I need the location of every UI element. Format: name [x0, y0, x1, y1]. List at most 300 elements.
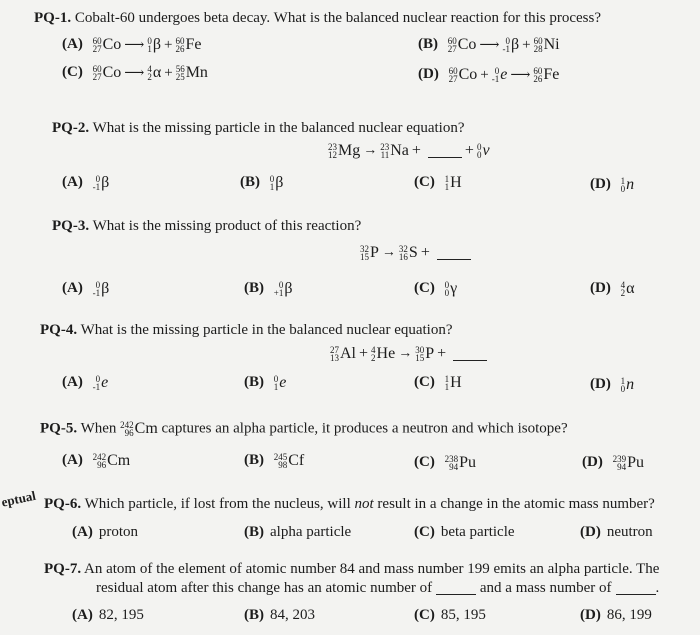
- option-label: (D): [590, 376, 611, 393]
- nuclide-symbol: γ: [450, 280, 458, 297]
- nuclide-symbol: Fe: [185, 36, 202, 53]
- nuclide: [503, 36, 520, 54]
- plus-sign: +: [480, 66, 489, 83]
- pq2-option-b[interactable]: [240, 174, 283, 192]
- pq2-option-d[interactable]: [590, 176, 634, 194]
- nuclide-numbers: [176, 65, 185, 81]
- nuclide-symbol: Mn: [185, 64, 208, 81]
- nuclide-numbers: [175, 37, 184, 53]
- nuclide-numbers: [147, 37, 152, 53]
- nuclide-symbol: α: [626, 280, 635, 297]
- option-label: (C): [414, 374, 435, 391]
- atomic-number: 12: [328, 150, 337, 161]
- atomic-number: -1: [92, 382, 101, 392]
- nuclide-numbers: [93, 65, 102, 81]
- nuclide-symbol: n: [626, 176, 635, 193]
- atomic-number: 26: [175, 44, 185, 54]
- option-label: (D): [582, 454, 603, 471]
- mass-number: 4: [620, 280, 626, 290]
- nuclide: [445, 174, 462, 192]
- option-label: (B): [240, 174, 260, 191]
- nuclide: [445, 280, 458, 298]
- nuclide-numbers: [274, 281, 284, 297]
- nuclide-symbol: H: [450, 374, 462, 391]
- pq5-text-before: When: [80, 420, 117, 437]
- nuclide-numbers: [445, 175, 450, 191]
- nuclide-symbol: e: [101, 374, 109, 391]
- nuclide: [534, 36, 560, 54]
- mass-number: 238: [444, 454, 459, 464]
- nuclide: [445, 454, 476, 472]
- mass-number: 32: [360, 244, 369, 255]
- atomic-number: 0: [620, 184, 626, 194]
- nuclide: [380, 142, 409, 160]
- option-label: (B): [244, 524, 264, 540]
- pq2-text: What is the missing particle in the balanced nuclear equation?: [92, 120, 465, 136]
- pq7-question-line1: [44, 561, 659, 578]
- pq1-label: PQ-1.: [34, 10, 72, 26]
- atomic-number: 0: [476, 150, 482, 161]
- atomic-number: 96: [124, 428, 134, 438]
- pq4-question: [40, 322, 453, 339]
- pq2-option-c[interactable]: [414, 174, 462, 192]
- nuclide-symbol: P: [370, 244, 379, 262]
- nuclide: [93, 374, 109, 392]
- mass-number: 0: [269, 174, 275, 184]
- arrow-icon: ⟶: [479, 37, 500, 53]
- nuclide-symbol: Cm: [134, 420, 158, 437]
- nuclide-numbers: [399, 245, 408, 261]
- arrow-icon: ⟶: [510, 67, 531, 83]
- mass-number: 60: [175, 36, 185, 46]
- nuclide-numbers: [448, 37, 457, 53]
- nuclide-symbol: β: [101, 174, 110, 191]
- nuclide-symbol: Co: [458, 66, 478, 83]
- pq6-text-not: not: [354, 496, 374, 512]
- nuclide-symbol: v: [482, 142, 490, 160]
- option-label: (D): [590, 280, 611, 297]
- pq4-option-a[interactable]: [62, 374, 108, 392]
- pq6-text-b: result in a change in the atomic mass number?: [377, 496, 655, 512]
- mass-number: 242: [120, 420, 134, 430]
- atomic-number: 1: [444, 382, 450, 392]
- pq6-question: [44, 496, 655, 513]
- nuclide-numbers: [93, 375, 101, 391]
- mass-number: 23: [328, 142, 337, 153]
- option-label: (B): [244, 374, 264, 391]
- nuclide: [93, 64, 122, 82]
- margin-note: eptual: [0, 487, 38, 510]
- pq2-equation: [328, 142, 490, 160]
- pq5-option-d[interactable]: [582, 454, 644, 472]
- mass-number: 0: [505, 36, 510, 46]
- option-label: (D): [590, 176, 611, 193]
- nuclide-symbol: Na: [390, 142, 409, 160]
- pq3-question: [52, 218, 361, 235]
- mass-number: 0: [147, 36, 152, 46]
- mass-number: 56: [175, 64, 185, 74]
- pq6-text-a: Which particle, if lost from the nucleus, will: [84, 496, 351, 512]
- pq2-question: [52, 120, 465, 137]
- pq7-option-d[interactable]: [580, 607, 652, 624]
- atomic-number: 15: [415, 353, 425, 364]
- nuclide-symbol: e: [500, 66, 508, 83]
- nuclide: [274, 452, 305, 470]
- nuclide: [360, 244, 379, 262]
- nuclide-numbers: [274, 375, 279, 391]
- option-value: 86, 199: [606, 607, 652, 623]
- nuclide: [176, 64, 208, 82]
- option-label: (A): [72, 524, 93, 540]
- pq5-label: PQ-5.: [40, 420, 78, 437]
- atomic-number: 2: [371, 353, 376, 364]
- option-value: beta particle: [440, 524, 515, 540]
- answer-blank: [436, 582, 476, 595]
- nuclide-numbers: [621, 177, 626, 193]
- nuclide-symbol: β: [152, 36, 161, 53]
- option-label: (C): [414, 174, 435, 191]
- mass-number: 60: [92, 64, 102, 74]
- nuclide-symbol: Pu: [627, 454, 644, 471]
- atomic-number: 1: [147, 44, 152, 54]
- mass-number: 239: [612, 454, 627, 464]
- mass-number: 60: [448, 66, 458, 76]
- atomic-number: 27: [447, 44, 457, 54]
- nuclide-symbol: β: [284, 280, 293, 297]
- pq4-equation: [330, 345, 487, 363]
- nuclide-symbol: Al: [340, 345, 356, 363]
- pq7-question-line2: [96, 580, 659, 597]
- mass-number: 30: [415, 345, 425, 356]
- pq6-option-b[interactable]: [244, 524, 351, 541]
- option-value: 85, 195: [440, 607, 486, 623]
- mass-number: 32: [398, 244, 408, 255]
- mass-number: 1: [620, 376, 626, 386]
- arrow-icon: ⟶: [124, 65, 145, 81]
- option-label: (C): [414, 280, 435, 297]
- answer-blank: [453, 348, 487, 361]
- pq5-question: [40, 420, 568, 438]
- pq5-option-a[interactable]: [62, 452, 130, 470]
- atomic-number: 2: [147, 72, 152, 82]
- nuclide-symbol: Ni: [543, 36, 560, 53]
- nuclide-numbers: [533, 67, 542, 83]
- nuclide-symbol: Cm: [107, 452, 131, 469]
- atomic-number: 16: [398, 252, 408, 263]
- plus-sign: +: [464, 142, 474, 160]
- nuclide-symbol: α: [152, 64, 162, 81]
- mass-number: 0: [476, 142, 482, 153]
- atomic-number: 2: [620, 288, 626, 298]
- nuclide: [621, 376, 635, 394]
- pq1-option-a[interactable]: [62, 36, 201, 54]
- nuclide: [621, 176, 635, 194]
- pq6-option-d[interactable]: [580, 524, 653, 541]
- option-label: (C): [414, 524, 435, 540]
- atomic-number: 13: [330, 353, 339, 364]
- plus-sign: +: [163, 36, 173, 53]
- mass-number: 60: [447, 36, 457, 46]
- arrow-icon: →: [398, 346, 413, 362]
- atomic-number: 1: [273, 382, 279, 392]
- mass-number: 23: [380, 142, 390, 153]
- pq7-line2b: and a mass number of: [479, 580, 612, 596]
- mass-number: 60: [533, 66, 543, 76]
- nuclide: [93, 280, 110, 298]
- option-value: 82, 195: [98, 607, 144, 623]
- pq2-option-a[interactable]: [62, 174, 109, 192]
- mass-number: 0: [95, 374, 101, 384]
- nuclide: [274, 280, 293, 298]
- nuclide: [120, 420, 158, 438]
- option-label: (C): [414, 454, 435, 471]
- mass-number: 60: [92, 36, 102, 46]
- atomic-number: 0: [444, 288, 450, 298]
- nuclide-numbers: [371, 346, 376, 362]
- pq6-option-a[interactable]: [72, 524, 138, 541]
- atomic-number: 28: [533, 44, 543, 54]
- nuclide: [147, 64, 161, 82]
- option-label: (B): [244, 280, 264, 297]
- atomic-number: 25: [175, 72, 185, 82]
- nuclide: [93, 36, 122, 54]
- mass-number: 1: [620, 176, 626, 186]
- nuclide: [449, 66, 478, 84]
- option-label: (C): [414, 607, 435, 623]
- pq7-label: PQ-7.: [44, 561, 82, 577]
- nuclide-numbers: [120, 421, 134, 437]
- option-label: (B): [418, 36, 438, 53]
- mass-number: 4: [371, 345, 376, 356]
- pq7-option-c[interactable]: [414, 607, 486, 624]
- nuclide-numbers: [274, 453, 288, 469]
- pq5-option-b[interactable]: [244, 452, 304, 470]
- pq1-option-d[interactable]: [418, 66, 559, 84]
- atomic-number: 96: [97, 460, 107, 470]
- mass-number: 1: [444, 374, 450, 384]
- pq3-option-c[interactable]: [414, 280, 457, 298]
- pq7-line1: An atom of the element of atomic number 84 and mass number 199 emits an alpha particle. The: [84, 561, 660, 577]
- atomic-number: 27: [92, 72, 102, 82]
- nuclide-numbers: [270, 175, 275, 191]
- mass-number: 242: [92, 452, 107, 462]
- atomic-number: 94: [449, 462, 459, 472]
- nuclide-numbers: [445, 375, 450, 391]
- mass-number: 0: [95, 280, 101, 290]
- pq5-option-c[interactable]: [414, 454, 476, 472]
- plus-sign: +: [359, 345, 369, 363]
- atomic-number: 27: [92, 44, 102, 54]
- nuclide-symbol: n: [626, 376, 635, 393]
- mass-number: 245: [273, 452, 288, 462]
- nuclide-numbers: [93, 453, 107, 469]
- pq1-option-c[interactable]: [62, 64, 208, 82]
- pq3-option-d[interactable]: [590, 280, 634, 298]
- pq1-text: Cobalt-60 undergoes beta decay. What is the balanced nuclear reaction for this process?: [74, 10, 602, 26]
- nuclide: [93, 174, 110, 192]
- pq7-line2a: residual atom after this change has an atomic number of: [96, 580, 433, 596]
- mass-number: 0: [494, 66, 500, 76]
- atomic-number: -1: [491, 74, 500, 84]
- pq4-option-c[interactable]: [414, 374, 462, 392]
- pq3-equation: [360, 244, 471, 262]
- atomic-number: 27: [448, 74, 458, 84]
- pq6-option-c[interactable]: [414, 524, 515, 541]
- answer-blank: [437, 247, 471, 260]
- option-label: (A): [62, 174, 83, 191]
- nuclide-symbol: P: [425, 345, 435, 363]
- nuclide-numbers: [534, 37, 543, 53]
- nuclide-symbol: β: [275, 174, 284, 191]
- option-label: (B): [244, 452, 264, 469]
- nuclide: [270, 174, 284, 192]
- arrow-icon: ⟶: [124, 37, 145, 53]
- pq7-option-a[interactable]: [72, 607, 144, 624]
- nuclide-numbers: [93, 175, 101, 191]
- atomic-number: 11: [380, 150, 390, 161]
- option-label: (D): [580, 524, 601, 540]
- nuclide-numbers: [93, 37, 102, 53]
- mass-number: 0: [95, 174, 101, 184]
- plus-sign: +: [164, 64, 173, 81]
- pq3-text: What is the missing product of this reaction?: [92, 218, 362, 234]
- nuclide: [477, 142, 490, 160]
- atomic-number: 1: [269, 182, 275, 192]
- pq3-option-a[interactable]: [62, 280, 109, 298]
- nuclide-numbers: [613, 455, 627, 471]
- pq4-label: PQ-4.: [40, 322, 78, 338]
- nuclide: [330, 345, 356, 363]
- nuclide-numbers: [93, 281, 101, 297]
- pq7-option-b[interactable]: [244, 607, 315, 624]
- nuclide-numbers: [621, 281, 626, 297]
- pq1-option-b[interactable]: [418, 36, 560, 54]
- option-label: (A): [62, 280, 83, 297]
- pq1-question: [34, 10, 601, 27]
- mass-number: 0: [278, 280, 284, 290]
- nuclide-symbol: He: [376, 345, 396, 363]
- atomic-number: 26: [533, 74, 543, 84]
- nuclide-symbol: Mg: [338, 142, 361, 160]
- nuclide-symbol: e: [279, 374, 287, 391]
- answer-blank: [616, 582, 656, 595]
- nuclide-symbol: H: [450, 174, 462, 191]
- pq4-text: What is the missing particle in the balanced nuclear equation?: [80, 322, 453, 338]
- pq7-line2c: .: [655, 580, 660, 596]
- nuclide-numbers: [330, 346, 339, 362]
- nuclide: [274, 374, 287, 392]
- mass-number: 27: [330, 345, 339, 356]
- nuclide-symbol: Co: [102, 36, 122, 53]
- nuclide-numbers: [328, 143, 337, 159]
- pq3-label: PQ-3.: [52, 218, 90, 234]
- pq3-option-b[interactable]: [244, 280, 292, 298]
- pq5-text-after: captures an alpha particle, it produces a neutron and which isotope?: [161, 420, 568, 437]
- nuclide-symbol: β: [101, 280, 110, 297]
- nuclide-symbol: Fe: [543, 66, 560, 83]
- option-value: neutron: [606, 524, 653, 540]
- nuclide-numbers: [415, 346, 424, 362]
- option-label: (D): [580, 607, 601, 623]
- nuclide: [448, 36, 477, 54]
- plus-sign: +: [437, 345, 447, 363]
- nuclide-symbol: β: [511, 36, 520, 53]
- nuclide: [371, 345, 395, 363]
- pq6-label: PQ-6.: [44, 496, 82, 512]
- nuclide: [445, 374, 462, 392]
- nuclide-numbers: [445, 281, 450, 297]
- option-label: (A): [72, 607, 93, 623]
- option-value: proton: [98, 524, 138, 540]
- nuclide: [175, 36, 201, 54]
- atomic-number: 1: [444, 182, 450, 192]
- mass-number: 1: [444, 174, 450, 184]
- nuclide: [415, 345, 434, 363]
- option-label: (A): [62, 374, 83, 391]
- option-label: (C): [62, 64, 83, 81]
- atomic-number: 0: [620, 384, 626, 394]
- nuclide-numbers: [445, 455, 459, 471]
- mass-number: 60: [533, 36, 543, 46]
- atomic-number: 15: [360, 252, 369, 263]
- nuclide: [93, 452, 131, 470]
- option-label: (D): [418, 66, 439, 83]
- nuclide-numbers: [360, 245, 369, 261]
- atomic-number: 98: [278, 460, 288, 470]
- nuclide-numbers: [477, 143, 482, 159]
- plus-sign: +: [411, 142, 421, 160]
- nuclide-numbers: [621, 377, 626, 393]
- nuclide: [147, 36, 161, 54]
- pq2-label: PQ-2.: [52, 120, 90, 136]
- atomic-number: 94: [617, 462, 627, 472]
- nuclide-numbers: [503, 37, 511, 53]
- nuclide-symbol: S: [408, 244, 418, 262]
- nuclide: [492, 66, 508, 84]
- atomic-number: -1: [92, 288, 101, 298]
- atomic-number: -1: [502, 44, 510, 54]
- option-value: 84, 203: [270, 607, 315, 623]
- nuclide-numbers: [380, 143, 389, 159]
- plus-sign: +: [522, 36, 531, 53]
- pq4-option-b[interactable]: [244, 374, 286, 392]
- option-label: (A): [62, 36, 83, 53]
- nuclide: [533, 66, 559, 84]
- option-value: alpha particle: [270, 524, 352, 540]
- nuclide: [621, 280, 635, 298]
- nuclide-numbers: [449, 67, 458, 83]
- option-label: (B): [244, 607, 264, 623]
- arrow-icon: →: [381, 245, 396, 261]
- nuclide-numbers: [147, 65, 152, 81]
- mass-number: 4: [147, 64, 152, 74]
- nuclide-symbol: Co: [102, 64, 122, 81]
- atomic-number: +1: [273, 288, 284, 298]
- mass-number: 0: [273, 374, 279, 384]
- plus-sign: +: [420, 244, 430, 262]
- nuclide: [399, 244, 418, 262]
- nuclide-symbol: Cf: [288, 452, 305, 469]
- pq4-option-d[interactable]: [590, 376, 634, 394]
- option-label: (A): [62, 452, 83, 469]
- answer-blank: [428, 145, 462, 158]
- nuclide: [613, 454, 644, 472]
- atomic-number: -1: [92, 182, 101, 192]
- nuclide-numbers: [492, 67, 500, 83]
- nuclide: [328, 142, 360, 160]
- mass-number: 0: [444, 280, 450, 290]
- nuclide-symbol: Pu: [459, 454, 476, 471]
